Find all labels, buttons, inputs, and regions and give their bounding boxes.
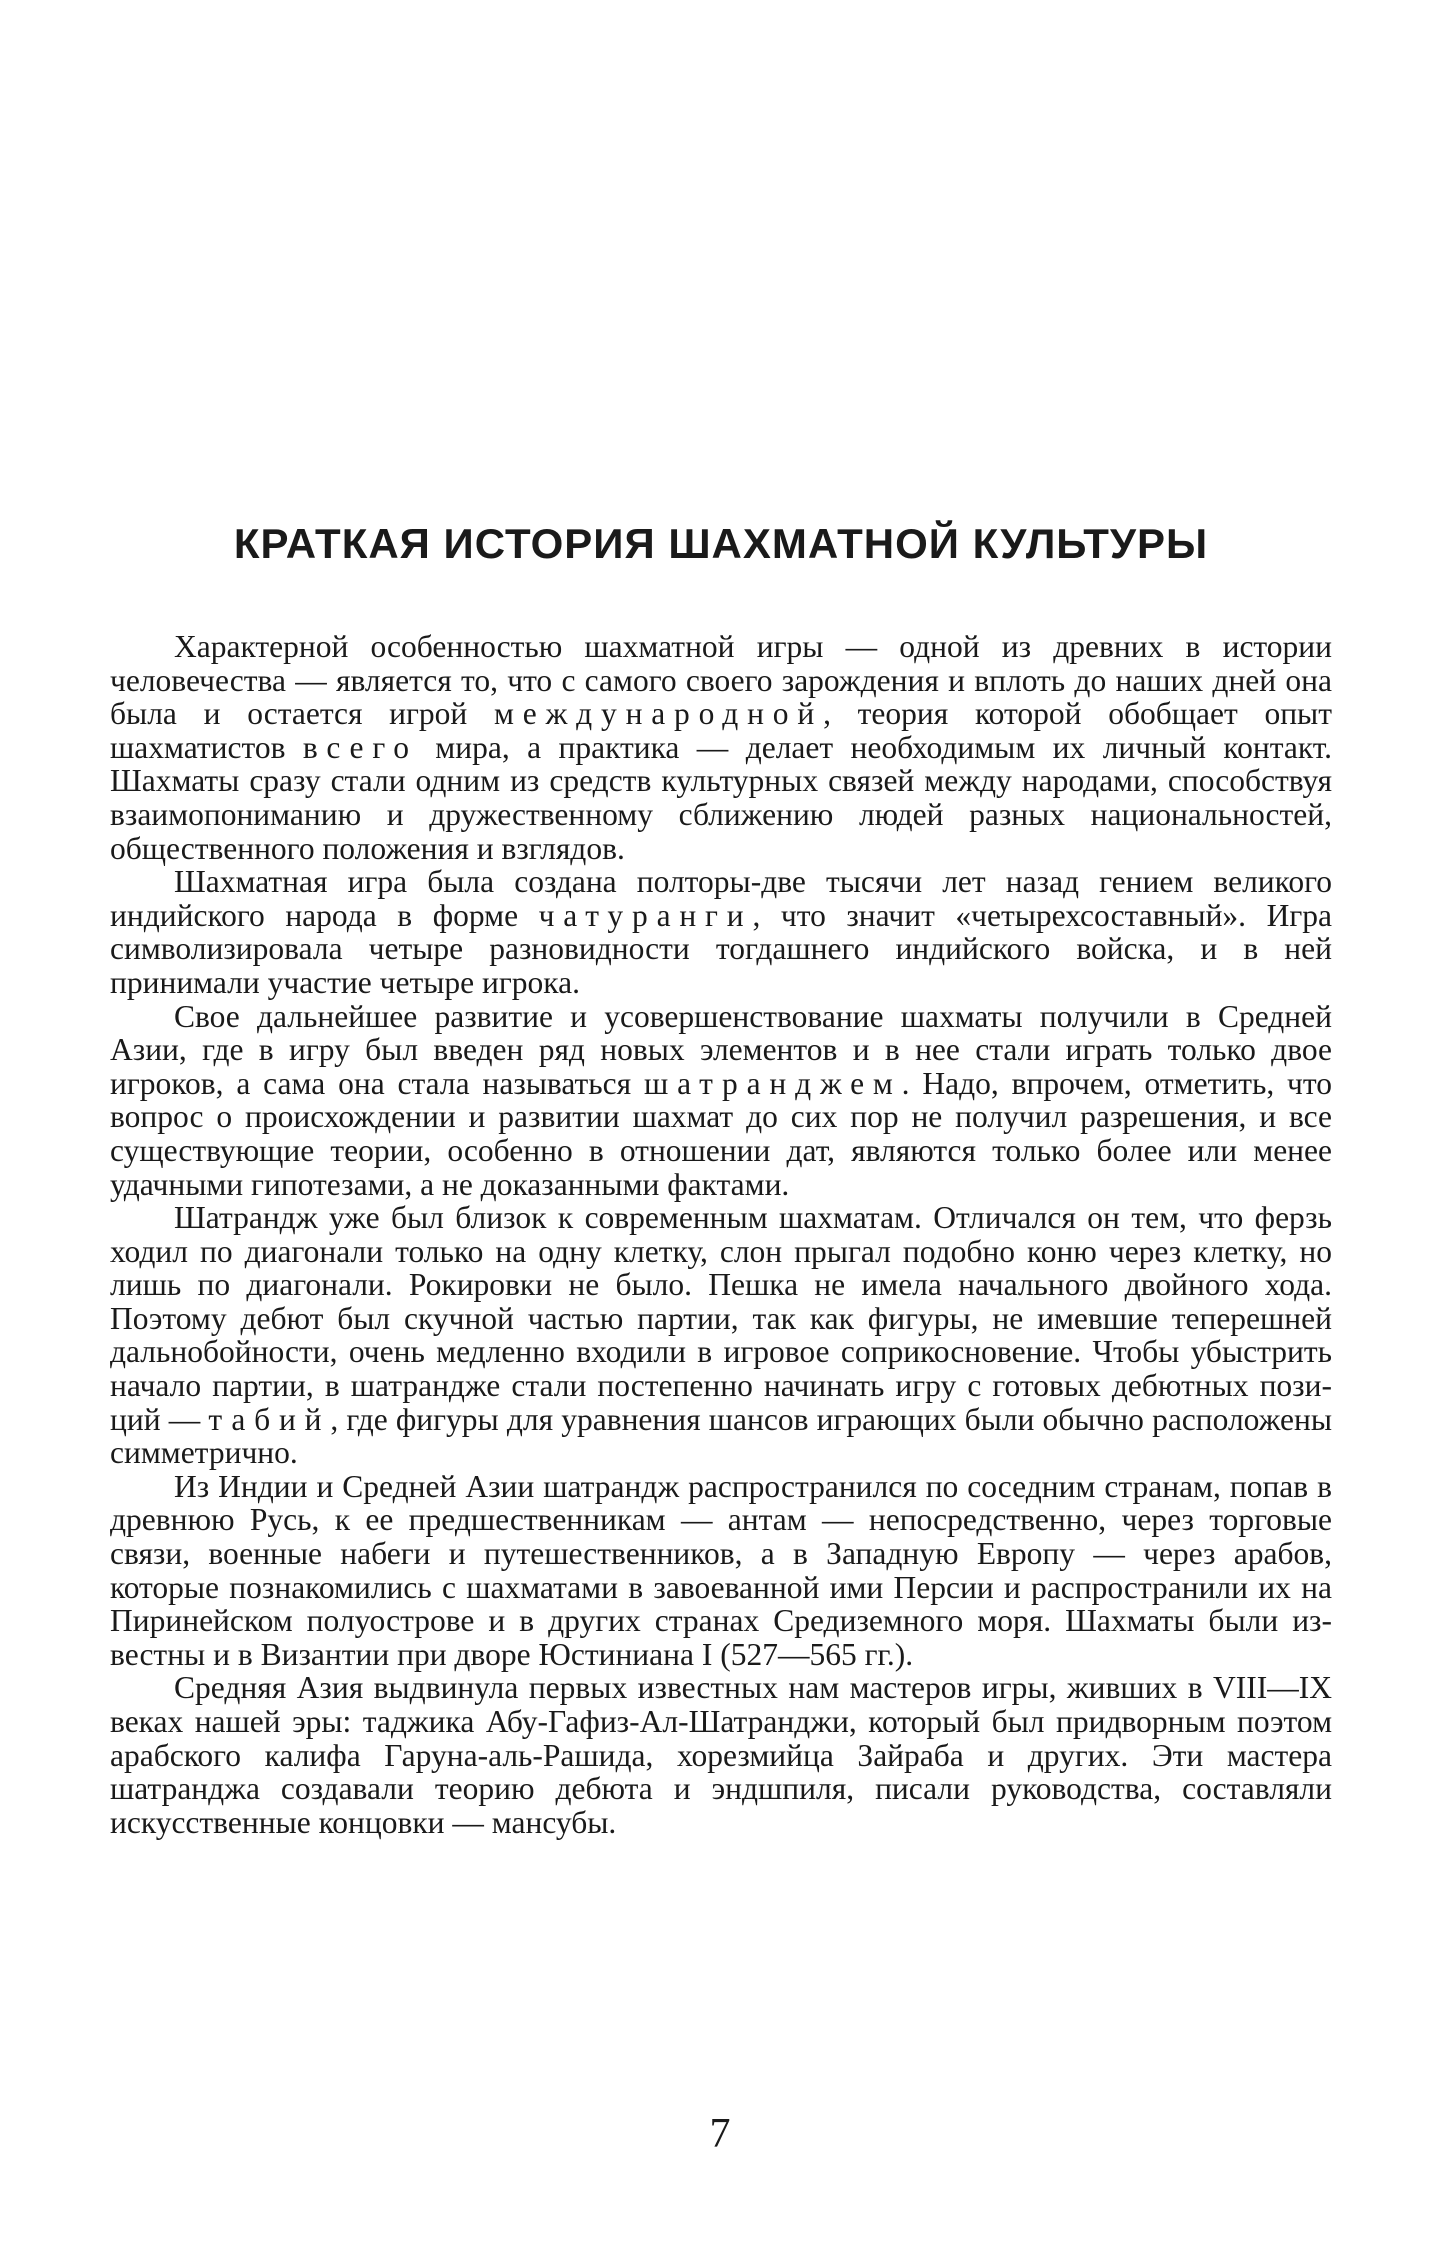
- spaced-emphasis: табий: [208, 1401, 331, 1437]
- paragraph-text: мира, а практика — делает необходимым их личный контакт. Шахматы сразу стали одним из средств культурных связей между народами, способствуя взаимопониманию и дружественному сближению людей разных национальностей, общественного положения и взглядов.: [110, 729, 1332, 866]
- paragraph-text: . Надо, впрочем, отметить, что вопрос о происхождении и развитии шахмат до сих пор не получил разрешения, и все существующие теории, особенно в отношении дат, являются только более или менее удачными гипотезами, а не доказанными фактами.: [110, 1065, 1332, 1202]
- paragraph-1: [110, 630, 1332, 865]
- paragraph-text: Средняя Азия выдвинула первых известных нам мастеров игры, живших в VIII—IX веках нашей эры: таджика Абу-Гафиз-Ал-Шатранджи, который был придворным поэтом арабского калифа Гаруна-аль-Рашида, хорезмийца Зайраба и других. Эти мастера шатранджа создавали теорию дебюта и эндшпиля, писали руководства, составляли искусственные концовки — мансубы.: [110, 1670, 1332, 1840]
- paragraph-5: [110, 1470, 1332, 1672]
- paragraph-2: [110, 865, 1332, 999]
- paragraph-text: Из Индии и Средней Азии шатрандж распространился по соседним странам, попав в древнюю Русь, к ее предшественникам — антам — непосредственно, через торговые связи, военные набеги и путешественников, а в Западную Европу — через арабов, которые познакомились с шахматами в завоеванной ими Персии и распространили их на Пиринейском полуострове и в других странах Средиземного моря. Шахматы были известны и в Византии при дворе Юстиниана I (527—565 гг.).: [110, 1468, 1332, 1672]
- page-body: [110, 520, 1332, 1839]
- paragraph-4: [110, 1201, 1332, 1470]
- paragraph-text: , теория которой обобщает опыт шахматистов: [110, 696, 1332, 765]
- paragraph-text: , где фигуры для уравнения шансов играющих были обычно расположены симметрично.: [110, 1401, 1333, 1471]
- paragraph-text: Шатрандж уже был близок к современным шахматам. Отличался он тем, что ферзь ходил по диагонали только на одну клетку, слон прыгал подобно коню через клетку, но лишь по диагонали. Рокировки не было. Пешка не имела начального двойного хода. Поэтому дебют был скучной частью партии, так как фигуры, не имевшие теперешней дальнобойности, очень медленно входили в игровое соприкосновение. Чтобы убыстрить начало партии, в шатрандже стали постепенно начинать игру с готовых дебютных позиций —: [110, 1200, 1332, 1437]
- paragraph-text: Характерной особенностью шахматной игры — одной из древних в истории человечества — является то, что с самого своего зарождения и вплоть до наших дней она была и остается игрой: [110, 629, 1332, 732]
- chapter-title: КРАТКАЯ ИСТОРИЯ ШАХМАТНОЙ КУЛЬТУРЫ: [233, 520, 1209, 567]
- spaced-emphasis: шатранджем: [644, 1065, 902, 1101]
- paragraph-text: Шахматная игра была создана полторы-две тысячи лет назад гением великого индийского народа в форме: [110, 864, 1332, 933]
- paragraph-text: Свое дальнейшее развитие и усовершенствование шахматы получили в Средней Азии, где в игру был введен ряд новых элементов и в нее стали играть только двое игроков, а сама она стала называться: [110, 998, 1332, 1101]
- paragraph-3: [110, 1000, 1332, 1202]
- spaced-emphasis: международной: [494, 696, 824, 732]
- paragraph-6: [110, 1671, 1332, 1839]
- spaced-emphasis: чатуранги: [538, 897, 753, 933]
- page-number: 7: [709, 2111, 731, 2157]
- spaced-emphasis: всего: [302, 729, 418, 765]
- paragraph-text: , что значит «четырехсоставный». Игра символизировала четыре разновидности тогдашнего индийского войска, и в ней принимали участие четыре игрока.: [110, 897, 1332, 1000]
